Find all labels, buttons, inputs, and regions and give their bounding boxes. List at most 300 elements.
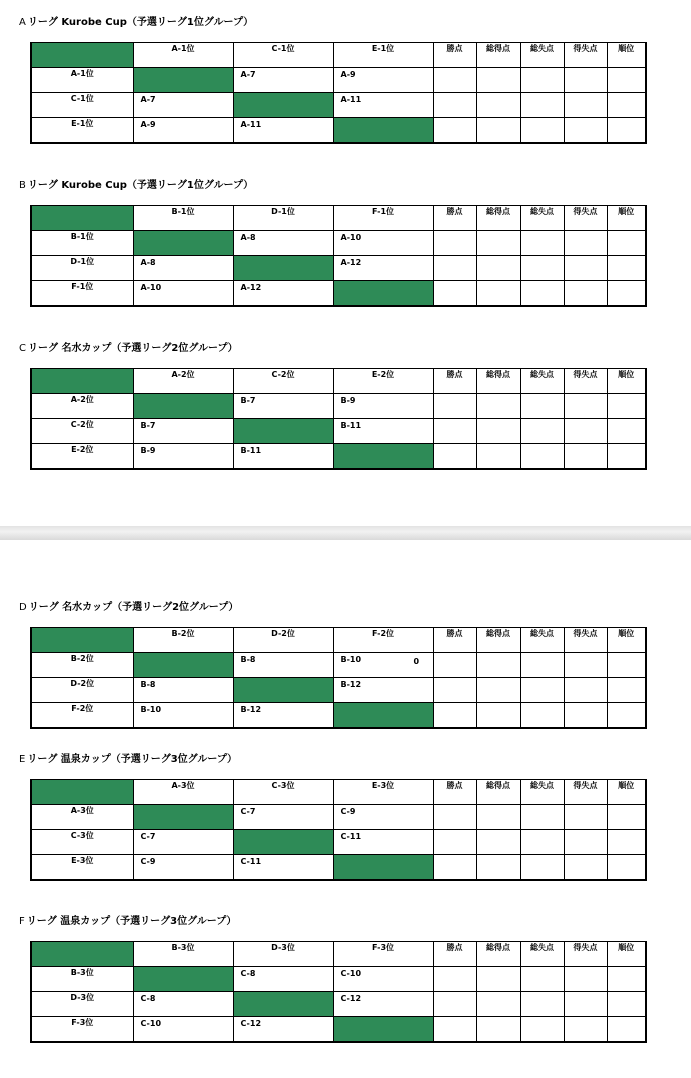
match-code: C-7 <box>240 807 256 816</box>
stat-cell <box>520 118 564 144</box>
table-row <box>31 678 646 703</box>
stat-cell <box>520 444 564 470</box>
league-prefix: E <box>19 754 26 765</box>
league-table <box>30 627 647 729</box>
stat-cell <box>433 967 476 992</box>
stat-cell <box>564 394 607 419</box>
match-code: C-12 <box>340 994 362 1003</box>
match-code: C-9 <box>340 807 356 816</box>
column-header-stat: 総得点 <box>476 780 520 805</box>
column-header-team: D-1位 <box>233 206 333 231</box>
table-row <box>31 93 646 118</box>
column-header-stat: 順位 <box>607 206 646 231</box>
stat-cell <box>520 231 564 256</box>
column-header-team: E-3位 <box>333 780 433 805</box>
match-cell <box>333 419 433 444</box>
self-match-cell <box>233 678 333 703</box>
stat-cell <box>476 1017 520 1043</box>
column-header-team: F-2位 <box>333 628 433 653</box>
match-code: A-7 <box>240 70 256 79</box>
table-row <box>31 281 646 307</box>
stat-cell <box>433 855 476 881</box>
match-cell <box>233 653 333 678</box>
self-match-cell <box>133 805 233 830</box>
stat-cell <box>607 444 646 470</box>
match-cell <box>333 830 433 855</box>
row-header-team: C-2位 <box>31 419 133 444</box>
match-code: A-7 <box>140 95 156 104</box>
stat-cell <box>607 281 646 307</box>
column-header-team: C-1位 <box>233 43 333 68</box>
match-code: C-8 <box>240 969 256 978</box>
match-code: A-9 <box>140 120 156 129</box>
stat-cell <box>520 703 564 729</box>
stat-cell <box>564 256 607 281</box>
league-title <box>19 179 253 193</box>
row-header-team: B-3位 <box>31 967 133 992</box>
self-match-cell <box>233 419 333 444</box>
row-header-team: E-3位 <box>31 855 133 881</box>
match-code: B-7 <box>240 396 256 405</box>
table-row <box>31 419 646 444</box>
column-header-team: F-3位 <box>333 942 433 967</box>
match-code: B-11 <box>340 421 362 430</box>
stat-cell <box>564 992 607 1017</box>
stat-cell <box>433 118 476 144</box>
column-header-stat: 順位 <box>607 942 646 967</box>
stat-cell <box>476 394 520 419</box>
column-header-stat: 総得点 <box>476 43 520 68</box>
stat-cell <box>476 678 520 703</box>
column-header-team: A-2位 <box>133 369 233 394</box>
self-match-cell <box>133 231 233 256</box>
match-cell <box>133 281 233 307</box>
table-row <box>31 703 646 729</box>
column-header-stat: 総得点 <box>476 628 520 653</box>
table-row <box>31 992 646 1017</box>
column-header-stat: 順位 <box>607 628 646 653</box>
row-header-team: C-3位 <box>31 830 133 855</box>
match-cell <box>133 93 233 118</box>
column-header-team: C-3位 <box>233 780 333 805</box>
corner-cell <box>31 43 133 68</box>
stat-cell <box>433 281 476 307</box>
stat-cell <box>520 1017 564 1043</box>
stat-cell <box>520 967 564 992</box>
stat-cell <box>607 231 646 256</box>
row-header-team: B-1位 <box>31 231 133 256</box>
league-prefix: A <box>19 17 26 28</box>
column-header-stat: 得失点 <box>564 628 607 653</box>
self-match-cell <box>133 653 233 678</box>
table-row <box>31 118 646 144</box>
match-cell <box>133 118 233 144</box>
column-header-stat: 総失点 <box>520 942 564 967</box>
match-code: C-12 <box>240 1019 262 1028</box>
stat-cell <box>520 419 564 444</box>
stat-cell <box>564 231 607 256</box>
match-cell <box>233 231 333 256</box>
league-title <box>19 601 238 615</box>
league-table <box>30 941 647 1043</box>
table-row <box>31 805 646 830</box>
stat-cell <box>607 93 646 118</box>
match-code: B-7 <box>140 421 156 430</box>
column-header-stat: 順位 <box>607 43 646 68</box>
stat-cell <box>520 830 564 855</box>
table-row <box>31 68 646 93</box>
league-title <box>19 16 253 30</box>
header-row <box>31 942 646 967</box>
column-header-stat: 総失点 <box>520 43 564 68</box>
self-match-cell <box>233 992 333 1017</box>
match-code: A-12 <box>240 283 262 292</box>
match-code: B-8 <box>240 655 256 664</box>
league-title-text: リーグ 名水カップ（予選リーグ2位グループ） <box>27 343 238 354</box>
column-header-team: B-3位 <box>133 942 233 967</box>
stat-cell <box>607 256 646 281</box>
stat-cell <box>476 992 520 1017</box>
column-header-stat: 勝点 <box>433 628 476 653</box>
table-row <box>31 830 646 855</box>
column-header-stat: 総得点 <box>476 369 520 394</box>
row-header-team: F-2位 <box>31 703 133 729</box>
match-cell <box>333 231 433 256</box>
stat-cell <box>476 805 520 830</box>
column-header-team: E-1位 <box>333 43 433 68</box>
league-prefix: D <box>19 602 27 613</box>
match-cell <box>333 394 433 419</box>
match-code: B-9 <box>140 446 156 455</box>
match-code: A-9 <box>340 70 356 79</box>
league-title-text: リーグ 名水カップ（予選リーグ2位グループ） <box>28 602 239 613</box>
self-match-cell <box>333 444 433 470</box>
match-code: C-7 <box>140 832 156 841</box>
stat-cell <box>564 967 607 992</box>
self-match-cell <box>133 68 233 93</box>
match-cell <box>133 444 233 470</box>
stat-cell <box>520 653 564 678</box>
row-header-team: E-2位 <box>31 444 133 470</box>
match-cell <box>133 678 233 703</box>
stat-cell <box>476 281 520 307</box>
self-match-cell <box>133 967 233 992</box>
column-header-team: F-1位 <box>333 206 433 231</box>
column-header-stat: 順位 <box>607 780 646 805</box>
match-cell <box>233 444 333 470</box>
match-code: A-10 <box>340 233 362 242</box>
row-header-team: D-2位 <box>31 678 133 703</box>
stat-cell <box>520 678 564 703</box>
match-score: 0 <box>413 657 420 666</box>
match-cell <box>333 805 433 830</box>
table-row <box>31 855 646 881</box>
match-cell <box>333 678 433 703</box>
stat-cell <box>476 118 520 144</box>
league-title-text: リーグ Kurobe Cup（予選リーグ1位グループ） <box>27 17 254 28</box>
match-cell <box>133 419 233 444</box>
match-cell <box>133 992 233 1017</box>
stat-cell <box>433 419 476 444</box>
column-header-stat: 得失点 <box>564 206 607 231</box>
league-title <box>19 342 238 356</box>
stat-cell <box>476 967 520 992</box>
match-cell <box>133 1017 233 1043</box>
match-code: C-11 <box>340 832 362 841</box>
stat-cell <box>520 256 564 281</box>
match-cell <box>333 68 433 93</box>
match-cell <box>133 830 233 855</box>
corner-cell <box>31 369 133 394</box>
league-table <box>30 205 647 307</box>
match-code: A-10 <box>140 283 162 292</box>
column-header-team: D-3位 <box>233 942 333 967</box>
match-code: A-12 <box>340 258 362 267</box>
league-prefix: F <box>19 916 25 927</box>
match-code: B-10 <box>340 655 362 664</box>
column-header-team: D-2位 <box>233 628 333 653</box>
table-row <box>31 653 646 678</box>
match-cell <box>233 855 333 881</box>
column-header-stat: 勝点 <box>433 369 476 394</box>
stat-cell <box>564 805 607 830</box>
stat-cell <box>476 93 520 118</box>
column-header-stat: 総失点 <box>520 628 564 653</box>
stat-cell <box>476 444 520 470</box>
match-code: B-12 <box>240 705 262 714</box>
league-title-text: リーグ Kurobe Cup（予選リーグ1位グループ） <box>27 180 254 191</box>
stat-cell <box>607 830 646 855</box>
match-code: B-10 <box>140 705 162 714</box>
match-cell <box>133 703 233 729</box>
match-cell <box>333 256 433 281</box>
match-cell <box>233 394 333 419</box>
match-cell <box>233 1017 333 1043</box>
column-header-stat: 勝点 <box>433 206 476 231</box>
stat-cell <box>433 68 476 93</box>
stat-cell <box>520 68 564 93</box>
column-header-stat: 総失点 <box>520 780 564 805</box>
league-table <box>30 42 647 144</box>
stat-cell <box>476 830 520 855</box>
stat-cell <box>476 703 520 729</box>
stat-cell <box>520 93 564 118</box>
column-header-stat: 総失点 <box>520 206 564 231</box>
page-separator <box>0 526 691 540</box>
column-header-team: C-2位 <box>233 369 333 394</box>
stat-cell <box>564 93 607 118</box>
match-cell <box>233 967 333 992</box>
column-header-stat: 勝点 <box>433 942 476 967</box>
stat-cell <box>607 394 646 419</box>
stat-cell <box>607 703 646 729</box>
match-code: A-8 <box>240 233 256 242</box>
stat-cell <box>476 231 520 256</box>
match-code: C-10 <box>140 1019 162 1028</box>
match-code: C-9 <box>140 857 156 866</box>
match-code: C-10 <box>340 969 362 978</box>
stat-cell <box>476 855 520 881</box>
stat-cell <box>607 118 646 144</box>
stat-cell <box>607 653 646 678</box>
column-header-team: B-1位 <box>133 206 233 231</box>
column-header-stat: 勝点 <box>433 43 476 68</box>
match-code: B-12 <box>340 680 362 689</box>
stat-cell <box>564 118 607 144</box>
stat-cell <box>564 703 607 729</box>
stat-cell <box>433 992 476 1017</box>
match-code: C-8 <box>140 994 156 1003</box>
stat-cell <box>564 830 607 855</box>
match-cell <box>333 93 433 118</box>
row-header-team: E-1位 <box>31 118 133 144</box>
match-cell <box>133 855 233 881</box>
stat-cell <box>564 855 607 881</box>
table-row <box>31 256 646 281</box>
header-row <box>31 628 646 653</box>
stat-cell <box>607 805 646 830</box>
table-row <box>31 231 646 256</box>
column-header-stat: 得失点 <box>564 780 607 805</box>
column-header-team: E-2位 <box>333 369 433 394</box>
match-cell <box>233 703 333 729</box>
league-title <box>19 753 237 767</box>
league-title-text: リーグ 温泉カップ（予選リーグ3位グループ） <box>27 754 237 765</box>
stat-cell <box>564 653 607 678</box>
self-match-cell <box>233 830 333 855</box>
match-cell <box>333 653 433 678</box>
stat-cell <box>433 653 476 678</box>
column-header-team: B-2位 <box>133 628 233 653</box>
row-header-team: D-3位 <box>31 992 133 1017</box>
stat-cell <box>476 68 520 93</box>
corner-cell <box>31 628 133 653</box>
row-header-team: D-1位 <box>31 256 133 281</box>
stat-cell <box>607 678 646 703</box>
match-cell <box>233 118 333 144</box>
league-table <box>30 368 647 470</box>
stat-cell <box>520 805 564 830</box>
match-cell <box>233 805 333 830</box>
row-header-team: B-2位 <box>31 653 133 678</box>
stat-cell <box>564 678 607 703</box>
header-row <box>31 780 646 805</box>
match-code: B-9 <box>340 396 356 405</box>
match-code: A-11 <box>340 95 362 104</box>
row-header-team: A-2位 <box>31 394 133 419</box>
match-code: A-11 <box>240 120 262 129</box>
self-match-cell <box>333 281 433 307</box>
table-row <box>31 444 646 470</box>
stat-cell <box>607 992 646 1017</box>
match-code: B-11 <box>240 446 262 455</box>
stat-cell <box>520 855 564 881</box>
stat-cell <box>433 231 476 256</box>
stat-cell <box>520 394 564 419</box>
match-cell <box>333 967 433 992</box>
column-header-stat: 得失点 <box>564 942 607 967</box>
corner-cell <box>31 780 133 805</box>
self-match-cell <box>333 703 433 729</box>
league-title-text: リーグ 温泉カップ（予選リーグ3位グループ） <box>26 916 237 927</box>
column-header-stat: 勝点 <box>433 780 476 805</box>
stat-cell <box>520 992 564 1017</box>
column-header-stat: 総失点 <box>520 369 564 394</box>
stat-cell <box>476 653 520 678</box>
row-header-team: C-1位 <box>31 93 133 118</box>
self-match-cell <box>333 1017 433 1043</box>
stat-cell <box>607 1017 646 1043</box>
stat-cell <box>607 419 646 444</box>
stat-cell <box>433 703 476 729</box>
stat-cell <box>433 805 476 830</box>
stat-cell <box>476 419 520 444</box>
league-table <box>30 779 647 881</box>
self-match-cell <box>233 93 333 118</box>
stat-cell <box>433 830 476 855</box>
table-row <box>31 394 646 419</box>
table-row <box>31 967 646 992</box>
column-header-stat: 得失点 <box>564 369 607 394</box>
column-header-stat: 順位 <box>607 369 646 394</box>
stat-cell <box>564 68 607 93</box>
stat-cell <box>433 93 476 118</box>
column-header-stat: 総得点 <box>476 942 520 967</box>
stat-cell <box>607 855 646 881</box>
match-cell <box>133 256 233 281</box>
corner-cell <box>31 942 133 967</box>
self-match-cell <box>333 855 433 881</box>
league-prefix: C <box>19 343 26 354</box>
table-row <box>31 1017 646 1043</box>
league-prefix: B <box>19 180 26 191</box>
row-header-team: F-3位 <box>31 1017 133 1043</box>
league-title <box>19 915 236 929</box>
corner-cell <box>31 206 133 231</box>
stat-cell <box>476 256 520 281</box>
match-code: A-8 <box>140 258 156 267</box>
stat-cell <box>433 444 476 470</box>
row-header-team: A-3位 <box>31 805 133 830</box>
stat-cell <box>433 394 476 419</box>
stat-cell <box>564 444 607 470</box>
match-cell <box>333 992 433 1017</box>
stat-cell <box>433 678 476 703</box>
column-header-team: A-3位 <box>133 780 233 805</box>
header-row <box>31 206 646 231</box>
column-header-team: A-1位 <box>133 43 233 68</box>
row-header-team: A-1位 <box>31 68 133 93</box>
stat-cell <box>607 68 646 93</box>
header-row <box>31 43 646 68</box>
self-match-cell <box>133 394 233 419</box>
column-header-stat: 得失点 <box>564 43 607 68</box>
stat-cell <box>564 281 607 307</box>
stat-cell <box>607 967 646 992</box>
stat-cell <box>520 281 564 307</box>
match-cell <box>233 68 333 93</box>
stat-cell <box>433 256 476 281</box>
row-header-team: F-1位 <box>31 281 133 307</box>
stat-cell <box>564 419 607 444</box>
self-match-cell <box>333 118 433 144</box>
stat-cell <box>433 1017 476 1043</box>
match-code: C-11 <box>240 857 262 866</box>
match-cell <box>233 281 333 307</box>
match-code: B-8 <box>140 680 156 689</box>
stat-cell <box>564 1017 607 1043</box>
self-match-cell <box>233 256 333 281</box>
